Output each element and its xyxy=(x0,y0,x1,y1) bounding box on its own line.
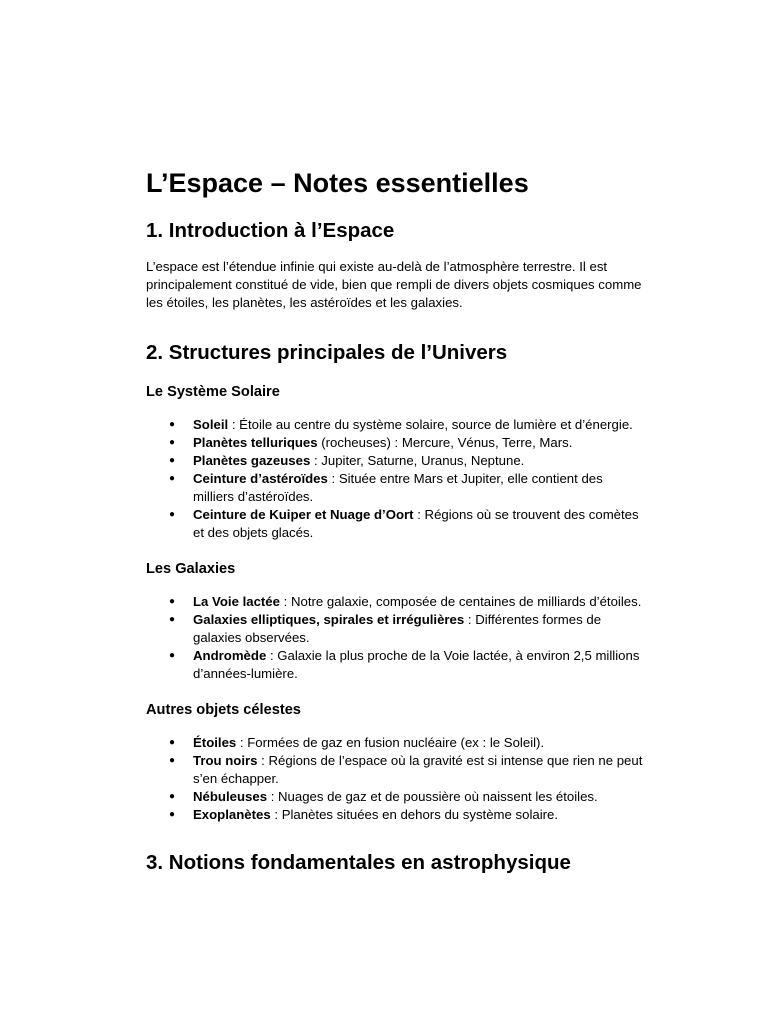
list-item-term: Ceinture d’astéroïdes xyxy=(193,471,328,486)
subsection-heading-systeme-solaire: Le Système Solaire xyxy=(146,384,280,400)
list-item-text: : Nuages de gaz et de poussière où naissent les étoiles. xyxy=(267,789,598,804)
list-item-term: Planètes telluriques xyxy=(193,435,318,450)
list-item xyxy=(193,734,646,752)
introduction-paragraph: L’espace est l’étendue infinie qui existe au-delà de l’atmosphère terrestre. Il est principalement constitué de vide, bien que rempli de divers objets cosmiques comme les étoiles, les planètes, les astéroïdes et les galaxies. xyxy=(146,259,642,310)
list-item-term: Ceinture de Kuiper et Nuage d’Oort xyxy=(193,507,414,522)
list-item xyxy=(193,506,646,542)
list-item xyxy=(193,434,646,452)
systeme-solaire-list xyxy=(146,416,646,542)
list-item-text: : Planètes situées en dehors du système solaire. xyxy=(270,807,559,822)
list-item-text: : Régions de l’espace où la gravité est si intense que rien ne peut s’en échapper. xyxy=(193,753,643,786)
list-item-term: Galaxies elliptiques, spirales et irrégulières xyxy=(193,612,465,627)
list-item xyxy=(193,752,646,788)
list-item xyxy=(193,593,646,611)
list-item-term: Exoplanètes xyxy=(193,807,271,822)
autres-objets-list xyxy=(146,734,646,824)
document-title: L’Espace – Notes essentielles xyxy=(146,168,529,198)
list-item-text: : Située entre Mars et Jupiter, elle contient des milliers d’astéroïdes. xyxy=(193,471,603,504)
list-item xyxy=(193,416,646,434)
list-item-term: Planètes gazeuses xyxy=(193,453,311,468)
list-item xyxy=(193,647,646,683)
section-heading-introduction: 1. Introduction à l’Espace xyxy=(146,219,395,242)
list-item-text: : Différentes formes de galaxies observées. xyxy=(193,612,602,645)
subsection-heading-galaxies: Les Galaxies xyxy=(146,561,236,577)
list-item-term: Nébuleuses xyxy=(193,789,268,804)
subsection-heading-autres-objets: Autres objets célestes xyxy=(146,702,301,718)
list-item-term: La Voie lactée xyxy=(193,594,280,609)
list-item-term: Andromède xyxy=(193,648,267,663)
list-item-term: Soleil xyxy=(193,417,229,432)
list-item xyxy=(193,470,646,506)
document-page xyxy=(146,166,646,890)
list-item-text: (rocheuses) : Mercure, Vénus, Terre, Mars. xyxy=(317,435,573,450)
list-item-text: : Régions où se trouvent des comètes et des objets glacés. xyxy=(193,507,639,540)
list-item xyxy=(193,806,646,824)
list-item-text: : Galaxie la plus proche de la Voie lactée, à environ 2,5 millions d’années-lumière. xyxy=(193,648,640,681)
list-item-term: Étoiles xyxy=(193,735,237,750)
list-item-text: : Formées de gaz en fusion nucléaire (ex : le Soleil). xyxy=(236,735,545,750)
list-item-text: : Notre galaxie, composée de centaines de milliards d’étoiles. xyxy=(279,594,642,609)
list-item xyxy=(193,788,646,806)
list-item-text: : Jupiter, Saturne, Uranus, Neptune. xyxy=(310,453,525,468)
section-heading-notions: 3. Notions fondamentales en astrophysique xyxy=(146,851,571,874)
list-item xyxy=(193,611,646,647)
list-item xyxy=(193,452,646,470)
list-item-term: Trou noirs xyxy=(193,753,258,768)
section-heading-structures: 2. Structures principales de l’Univers xyxy=(146,341,508,364)
galaxies-list xyxy=(146,593,646,683)
list-item-text: : Étoile au centre du système solaire, source de lumière et d’énergie. xyxy=(228,417,633,432)
